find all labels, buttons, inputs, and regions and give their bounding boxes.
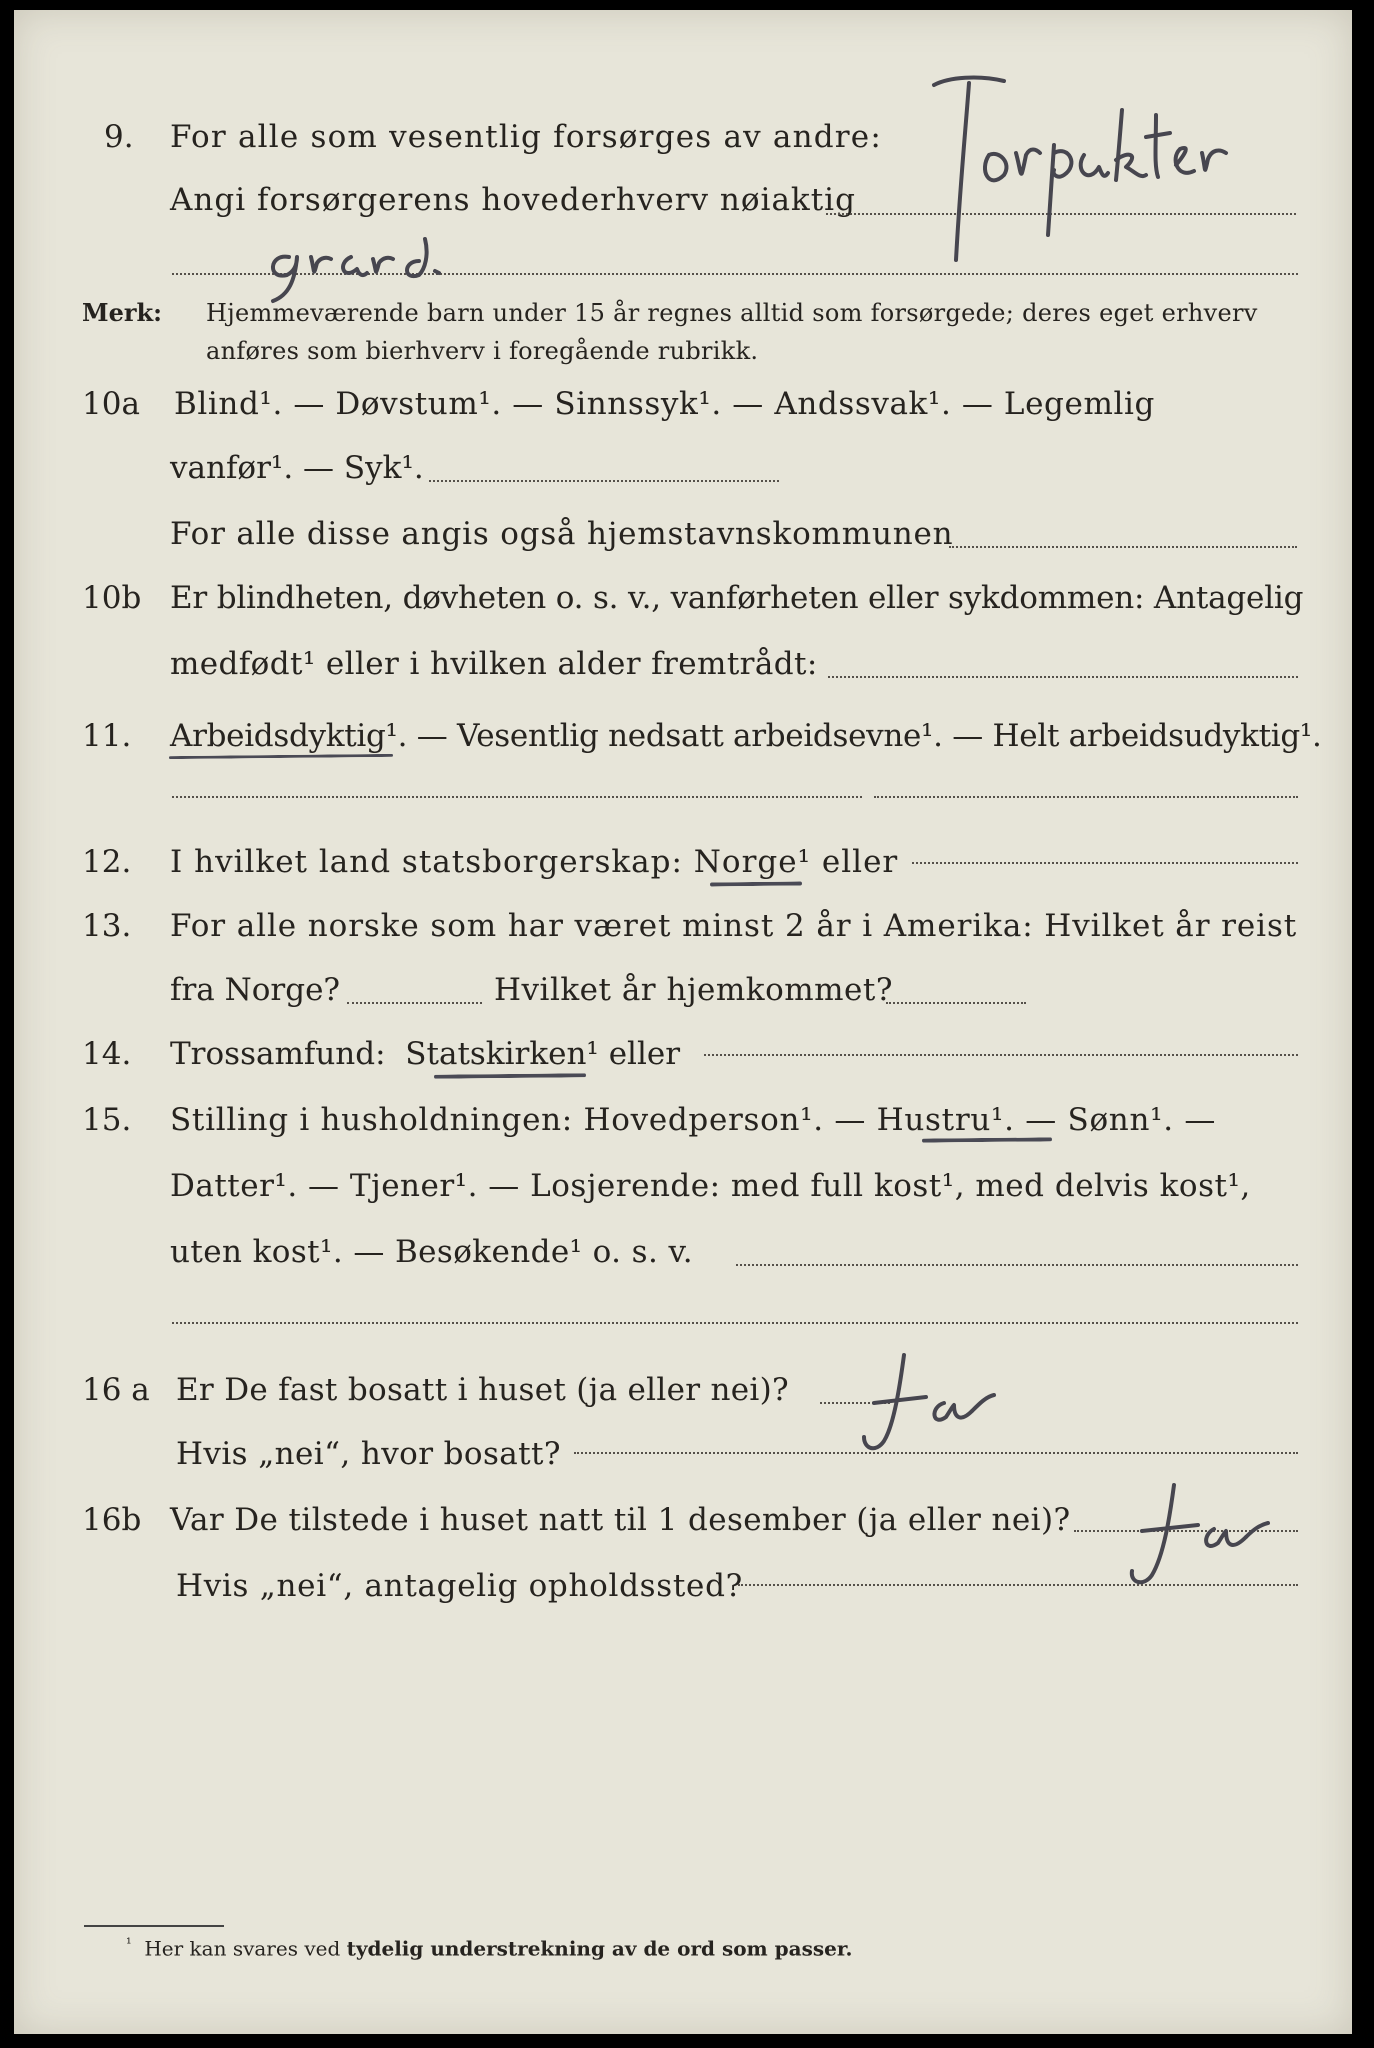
q12-handwritten-underline <box>710 882 802 887</box>
q14-line <box>170 1034 680 1074</box>
q11-answer-line-b <box>874 796 1298 798</box>
q15-number: 15. <box>82 1102 132 1138</box>
footnote-plain: Her kan svares ved <box>144 1936 341 1961</box>
q16a-handwritten-answer <box>834 1345 1024 1465</box>
q10a-kommune-line <box>949 546 1297 548</box>
q14-prefix: Trossamfund: <box>170 1036 386 1072</box>
q14-suffix: ¹ eller <box>586 1036 681 1072</box>
q10b-line1: Er blindheten, døvheten o. s. v., vanførheten eller sykdommen: Antagelig <box>170 580 1304 616</box>
q14-handwritten-underline <box>434 1073 586 1079</box>
q10a-line3: For alle disse angis også hjemstavnskommunen <box>170 516 954 552</box>
q12-answer-line <box>912 862 1298 864</box>
q11-answer-line-a <box>172 796 862 798</box>
census-form-page <box>14 10 1352 2034</box>
q11-line <box>170 716 1322 756</box>
q16a-line1: Er De fast bosatt i huset (ja eller nei)? <box>176 1372 789 1408</box>
q10a-line2: vanfør¹. — Syk¹. <box>170 450 424 486</box>
footnote-bold: tydelig understrekning av de ord som passer. <box>346 1936 853 1961</box>
q11-number: 11. <box>82 718 132 754</box>
q16b-line1: Var De tilstede i huset natt til 1 desember (ja eller nei)? <box>170 1502 1071 1538</box>
q10b-answer-line <box>828 676 1298 678</box>
q12-number: 12. <box>82 844 132 880</box>
merk-label: Merk: <box>82 298 162 327</box>
q10a-syk-line <box>429 480 779 482</box>
q15-line3: uten kost¹. — Besøkende¹ o. s. v. <box>170 1234 693 1270</box>
q15-answer-line <box>736 1264 1298 1266</box>
q13-number: 13. <box>82 908 132 944</box>
q16b-line2: Hvis „nei“, antagelig opholdssted? <box>176 1568 743 1604</box>
q16b-number: 16b <box>82 1502 142 1538</box>
q14-number: 14. <box>82 1036 132 1072</box>
q13-hjemkommet-line <box>886 1002 1026 1004</box>
q15-handwritten-underline <box>922 1137 1052 1142</box>
q15-prefix: Stilling i husholdningen: Hovedperson¹. — <box>170 1102 867 1138</box>
q14-option-statskirken: Statskirken <box>405 1036 587 1072</box>
q10a-line1: Blind¹. — Døvstum¹. — Sinnssyk¹. — Andssvak¹. — Legemlig <box>174 386 1155 422</box>
q13-reist-line <box>347 1002 482 1004</box>
q13-line1: For alle norske som har været minst 2 år i Amerika: Hvilket år reist <box>170 908 1298 944</box>
q15-suffix: — Sønn¹. — <box>1025 1102 1217 1138</box>
q12-option-norge: Norge <box>693 844 798 880</box>
q10b-line2: medfødt¹ eller i hvilken alder fremtrådt: <box>170 646 818 682</box>
q14-answer-line <box>704 1054 1298 1056</box>
q13-line2a: fra Norge? <box>170 972 341 1008</box>
footnote-mark: ¹ <box>126 1936 132 1952</box>
q9-handwritten-answer <box>894 75 1294 275</box>
q16b-handwritten-answer <box>1104 1475 1284 1605</box>
q15-answer-line2 <box>172 1322 1298 1324</box>
footnote-rule <box>84 1925 224 1927</box>
q10b-number: 10b <box>82 580 142 616</box>
merk-line1: Hjemmeværende barn under 15 år regnes alltid som forsørgede; deres eget erhverv <box>206 299 1258 327</box>
q15-option-hustru: Hustru¹. <box>876 1102 1015 1138</box>
footnote <box>126 1936 853 1961</box>
q16a-line2: Hvis „nei“, hvor bosatt? <box>176 1436 561 1472</box>
q15-line2: Datter¹. — Tjener¹. — Losjerende: med full kost¹, med delvis kost¹, <box>170 1168 1251 1204</box>
merk-line2: anføres som bierhverv i foregående rubrikk. <box>206 337 759 365</box>
q12-prefix: I hvilket land statsborgerskap: <box>170 844 683 880</box>
q9-number: 9. <box>104 119 134 155</box>
q16a-number: 16 a <box>82 1372 150 1408</box>
q11-rest: ¹. — Vesentlig nedsatt arbeidsevne¹. — Helt arbeidsudyktig¹. <box>385 718 1322 754</box>
q15-line1 <box>170 1100 1216 1140</box>
q9-line1: For alle som vesentlig forsørges av andre: <box>170 119 882 155</box>
q12-suffix: ¹ eller <box>797 844 899 880</box>
q12-line <box>170 842 898 882</box>
q10a-number: 10a <box>82 386 140 422</box>
q13-line2b: Hvilket år hjemkommet? <box>494 972 893 1008</box>
q11-option-arbeidsdyktig: Arbeidsdyktig <box>170 718 386 754</box>
q9-line2: Angi forsørgerens hovederhverv nøiaktig <box>170 182 856 218</box>
